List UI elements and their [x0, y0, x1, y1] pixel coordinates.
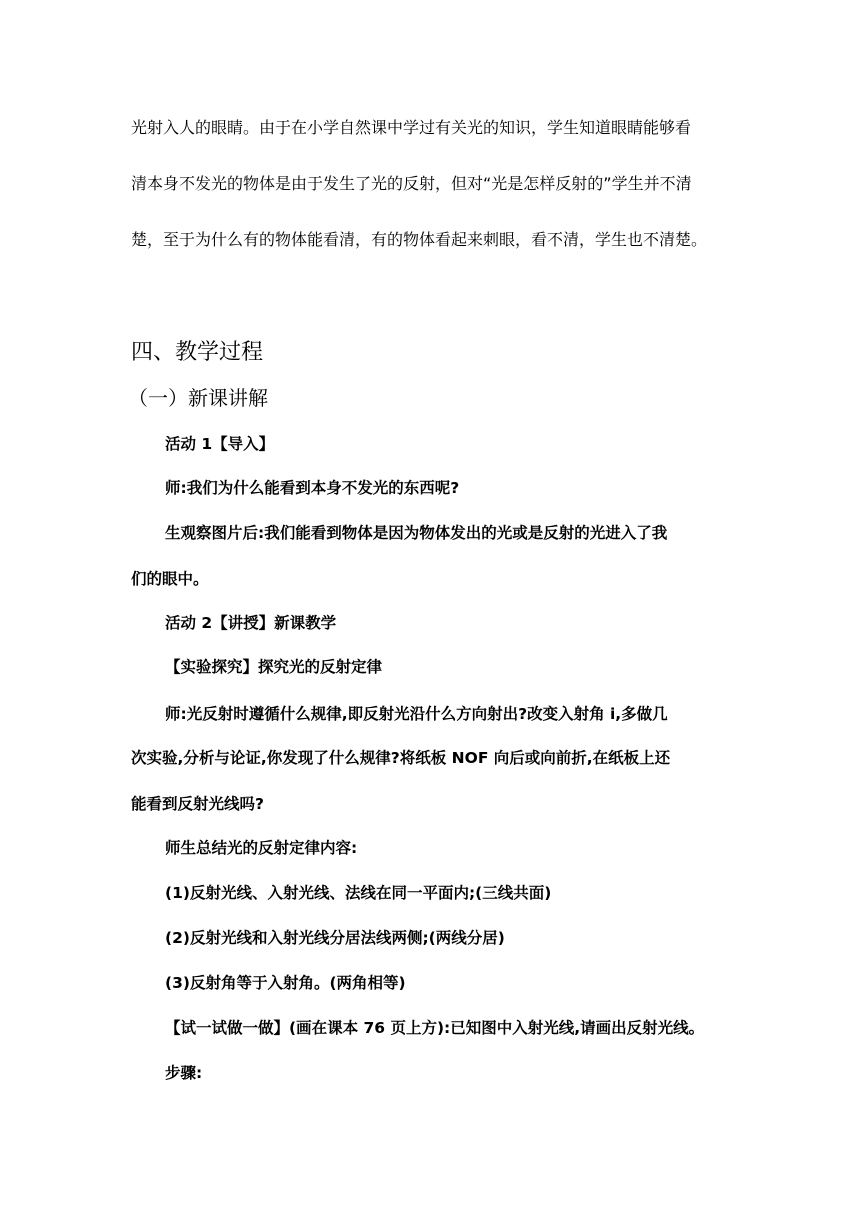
experiment-heading: 【实验探究】探究光的反射定律 [165, 658, 383, 676]
intro-line-1: 光射入人的眼睛。由于在小学自然课中学过有关光的知识，学生知道眼睛能够看 [131, 118, 692, 137]
activity-1-heading: 活动 1【导入】 [165, 435, 275, 453]
try-it-exercise: 【试一试做一做】(画在课本 76 页上方):已知图中入射光线,请画出反射光线。 [165, 1019, 705, 1037]
law-item-2: (2)反射光线和入射光线分居法线两侧;(两线分居) [165, 929, 505, 947]
section-title: 四、教学过程 [131, 340, 264, 365]
intro-paragraph [131, 113, 733, 281]
law-item-1: (1)反射光线、入射光线、法线在同一平面内;(三线共面) [165, 884, 552, 902]
teacher-prompt-line-1: 师:光反射时遵循什么规律,即反射光沿什么方向射出?改变入射角 i,多做几 [165, 705, 668, 723]
teacher-prompt-line-3: 能看到反射光线吗? [131, 795, 264, 813]
law-item-3: (3)反射角等于入射角。(两角相等) [165, 974, 406, 992]
intro-line-2: 清本身不发光的物体是由于发生了光的反射，但对“光是怎样反射的”学生并不清 [131, 174, 692, 193]
activity-2-heading: 活动 2【讲授】新课教学 [165, 614, 337, 632]
steps-label: 步骤: [165, 1064, 203, 1082]
student-answer-line-2: 们的眼中。 [131, 570, 209, 588]
teacher-question: 师:我们为什么能看到本身不发光的东西呢? [165, 479, 460, 497]
summary-heading: 师生总结光的反射定律内容: [165, 839, 358, 857]
teacher-prompt-line-2: 次实验,分析与论证,你发现了什么规律?将纸板 NOF 向后或向前折,在纸板上还 [131, 749, 671, 767]
intro-line-3: 楚，至于为什么有的物体能看清，有的物体看起来刺眼，看不清，学生也不清楚。 [131, 230, 708, 249]
subsection-title: （一）新课讲解 [128, 386, 268, 410]
student-answer-line-1: 生观察图片后:我们能看到物体是因为物体发出的光或是反射的光进入了我 [165, 524, 668, 542]
